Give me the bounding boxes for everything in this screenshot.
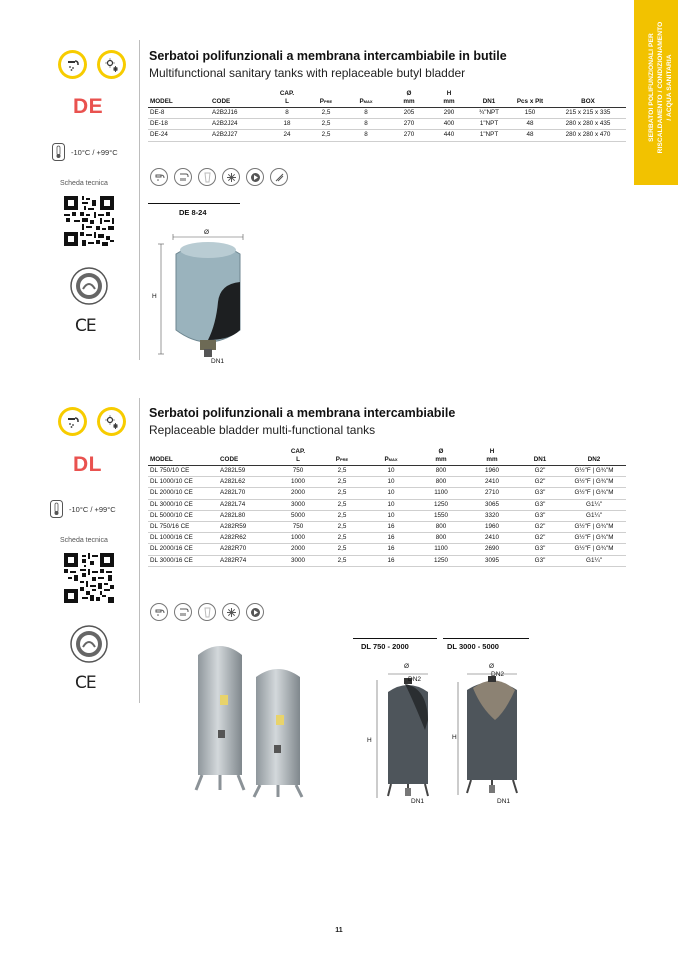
thermometer-icon bbox=[52, 143, 65, 161]
cell-ppre: 2,5 bbox=[318, 488, 366, 499]
table-row bbox=[148, 466, 626, 477]
dl-dim-dn1-1: DN1 bbox=[411, 798, 425, 805]
cell-dn1: ¾"NPT bbox=[468, 108, 510, 119]
category-side-tab-label: SERBATOI POLIFUNZIONALI PER RISCALDAMENTO / CONDIZIONAMENTO / ACQUA SANITARIA bbox=[648, 21, 673, 154]
qr-code-icon[interactable] bbox=[64, 553, 114, 603]
cell-cap: 2000 bbox=[278, 488, 318, 499]
cell-diameter: 1100 bbox=[416, 544, 466, 555]
cell-model: DL 1000/16 CE bbox=[148, 533, 218, 544]
table-row bbox=[148, 555, 626, 566]
cell-pmax: 8 bbox=[344, 119, 388, 130]
dl-drawing1-title: DL 750 - 2000 bbox=[361, 642, 409, 651]
cell-cap: 18 bbox=[266, 119, 308, 130]
col-diameter: Ø mm bbox=[388, 90, 430, 108]
pump-icon bbox=[246, 603, 264, 621]
cell-dn1: G2" bbox=[518, 522, 562, 533]
table-row bbox=[148, 533, 626, 544]
col-pmax: PMAX bbox=[366, 448, 416, 466]
cell-diameter: 800 bbox=[416, 477, 466, 488]
cell-dn2: G½"F | G¾"M bbox=[562, 522, 626, 533]
cell-model: DL 750/16 CE bbox=[148, 522, 218, 533]
cell-model: DE-24 bbox=[148, 130, 210, 141]
cell-model: DL 1000/10 CE bbox=[148, 477, 218, 488]
water-tap-icon bbox=[150, 603, 168, 621]
cell-model: DL 5000/10 CE bbox=[148, 510, 218, 521]
cell-diameter: 800 bbox=[416, 522, 466, 533]
cell-diameter: 1250 bbox=[416, 499, 466, 510]
section-title-it: Serbatoi polifunzionali a membrana intercambiabile bbox=[149, 406, 456, 420]
cell-height: 2410 bbox=[466, 533, 518, 544]
dl-dim-diameter-1: Ø bbox=[404, 663, 410, 670]
cell-cap: 5000 bbox=[278, 510, 318, 521]
col-dn2: DN2 bbox=[562, 448, 626, 466]
dl-drawing2-rule bbox=[443, 638, 529, 639]
de-dim-height: H bbox=[152, 293, 157, 300]
cell-code: A282L62 bbox=[218, 477, 278, 488]
page-number: 11 bbox=[335, 927, 343, 934]
cell-dn1: G3" bbox=[518, 499, 562, 510]
cell-dn2: G½"F | G¾"M bbox=[562, 544, 626, 555]
cell-dn1: G3" bbox=[518, 488, 562, 499]
cell-code: A282L74 bbox=[218, 499, 278, 510]
cell-height: 2710 bbox=[466, 488, 518, 499]
temperature-text: -10°C / +99°C bbox=[69, 504, 116, 514]
cell-diameter: 270 bbox=[388, 119, 430, 130]
de-feature-icons bbox=[150, 168, 288, 186]
table-header-row bbox=[148, 90, 626, 108]
cell-pmax: 10 bbox=[366, 488, 416, 499]
cell-dn1: G3" bbox=[518, 555, 562, 566]
temperature-range bbox=[52, 143, 118, 161]
cell-dn2: G½"F | G¾"M bbox=[562, 477, 626, 488]
cell-pmax: 16 bbox=[366, 555, 416, 566]
col-diameter: Ø mm bbox=[416, 448, 466, 466]
cell-code: A282L59 bbox=[218, 466, 278, 477]
qr-code-icon[interactable] bbox=[64, 196, 114, 246]
col-cap: CAP. L bbox=[266, 90, 308, 108]
cell-model: DE-18 bbox=[148, 119, 210, 130]
col-ppre: PPRE bbox=[308, 90, 344, 108]
datasheet-label: Scheda tecnica bbox=[60, 180, 108, 187]
cell-dn1: G2" bbox=[518, 533, 562, 544]
table-row bbox=[148, 477, 626, 488]
cell-pmax: 16 bbox=[366, 544, 416, 555]
cell-dn2: G½"F | G¾"M bbox=[562, 488, 626, 499]
cell-ppre: 2,5 bbox=[318, 510, 366, 521]
datasheet-label: Scheda tecnica bbox=[60, 537, 108, 544]
cell-cap: 2000 bbox=[278, 544, 318, 555]
section-title-en: Multifunctional sanitary tanks with replaceable butyl bladder bbox=[149, 66, 466, 80]
cell-ppre: 2,5 bbox=[308, 108, 344, 119]
cell-pmax: 8 bbox=[344, 130, 388, 141]
sanitary-water-icon bbox=[58, 50, 87, 79]
cell-box: 215 x 215 x 335 bbox=[550, 108, 626, 119]
col-pcs: Pcs x Plt bbox=[510, 90, 550, 108]
cell-model: DL 3000/16 CE bbox=[148, 555, 218, 566]
col-model: MODEL bbox=[148, 448, 218, 466]
cell-pmax: 10 bbox=[366, 477, 416, 488]
cell-cap: 750 bbox=[278, 522, 318, 533]
cell-pmax: 10 bbox=[366, 466, 416, 477]
cell-dn2: G½"F | G¾"M bbox=[562, 533, 626, 544]
cell-model: DL 750/10 CE bbox=[148, 466, 218, 477]
cell-height: 1960 bbox=[466, 466, 518, 477]
dl-spec-table bbox=[148, 448, 626, 567]
cell-model: DL 2000/16 CE bbox=[148, 544, 218, 555]
de-application-icons bbox=[58, 50, 126, 79]
cell-ppre: 2,5 bbox=[318, 555, 366, 566]
cell-box: 280 x 280 x 435 bbox=[550, 119, 626, 130]
cell-pmax: 10 bbox=[366, 510, 416, 521]
product-code-dl: DL bbox=[73, 453, 102, 476]
dl-dim-height-1: H bbox=[367, 737, 372, 744]
cell-code: A282R70 bbox=[218, 544, 278, 555]
de-drawing-rule bbox=[148, 203, 240, 204]
cell-dn2: G½"F | G¾"M bbox=[562, 466, 626, 477]
category-side-tab[interactable] bbox=[634, 0, 678, 185]
sun-snow-icon bbox=[97, 50, 126, 79]
cell-code: A282R74 bbox=[218, 555, 278, 566]
pump-icon bbox=[246, 168, 264, 186]
drinking-water-icon bbox=[198, 603, 216, 621]
cell-model: DL 3000/10 CE bbox=[148, 499, 218, 510]
heating-icon bbox=[174, 603, 192, 621]
cell-dn1: G3" bbox=[518, 510, 562, 521]
cell-height: 3065 bbox=[466, 499, 518, 510]
solar-icon bbox=[270, 168, 288, 186]
cell-code: A2B2J24 bbox=[210, 119, 266, 130]
thermometer-icon bbox=[50, 500, 63, 518]
col-dn1: DN1 bbox=[518, 448, 562, 466]
col-ppre: PPRE bbox=[318, 448, 366, 466]
col-pmax: PMAX bbox=[344, 90, 388, 108]
col-dn1: DN1 bbox=[468, 90, 510, 108]
section-title-en: Replaceable bladder multi-functional tanks bbox=[149, 423, 376, 437]
cell-diameter: 205 bbox=[388, 108, 430, 119]
drinking-water-icon bbox=[198, 168, 216, 186]
cell-pmax: 10 bbox=[366, 499, 416, 510]
dl-product-photo bbox=[190, 635, 350, 810]
col-height: H mm bbox=[430, 90, 468, 108]
table-row bbox=[148, 130, 626, 141]
cell-ppre: 2,5 bbox=[318, 544, 366, 555]
cell-cap: 3000 bbox=[278, 555, 318, 566]
cell-pcs: 48 bbox=[510, 130, 550, 141]
cell-box: 280 x 280 x 470 bbox=[550, 130, 626, 141]
cell-height: 290 bbox=[430, 108, 468, 119]
dl-dim-height-2: H bbox=[452, 734, 457, 741]
col-model: MODEL bbox=[148, 90, 210, 108]
section-title-it: Serbatoi polifunzionali a membrana intercambiabile in butile bbox=[149, 49, 507, 63]
dl-dim-dn2-2: DN2 bbox=[491, 671, 505, 678]
temperature-text: -10°C / +99°C bbox=[71, 147, 118, 157]
de-spec-table bbox=[148, 90, 626, 142]
dl-tank-drawings bbox=[355, 660, 535, 810]
cell-pcs: 150 bbox=[510, 108, 550, 119]
cell-dn2: G1¼" bbox=[562, 510, 626, 521]
dl-dim-dn1-2: DN1 bbox=[497, 798, 511, 805]
cell-cap: 3000 bbox=[278, 499, 318, 510]
dl-dim-dn2-1: DN2 bbox=[408, 676, 422, 683]
dl-drawing1-rule bbox=[353, 638, 437, 639]
cell-pcs: 48 bbox=[510, 119, 550, 130]
table-row bbox=[148, 510, 626, 521]
cell-dn1: G2" bbox=[518, 477, 562, 488]
cell-cap: 8 bbox=[266, 108, 308, 119]
table-row bbox=[148, 499, 626, 510]
cell-cap: 1000 bbox=[278, 533, 318, 544]
sun-snow-icon bbox=[97, 407, 126, 436]
cell-ppre: 2,5 bbox=[318, 499, 366, 510]
water-tap-icon bbox=[150, 168, 168, 186]
ce-mark: CE bbox=[75, 316, 96, 336]
cell-diameter: 270 bbox=[388, 130, 430, 141]
cell-diameter: 800 bbox=[416, 533, 466, 544]
product-code-de: DE bbox=[73, 95, 104, 118]
dl-feature-icons bbox=[150, 603, 264, 621]
cell-pmax: 8 bbox=[344, 108, 388, 119]
table-row bbox=[148, 522, 626, 533]
cell-height: 2410 bbox=[466, 477, 518, 488]
cell-ppre: 2,5 bbox=[318, 533, 366, 544]
cell-pmax: 16 bbox=[366, 533, 416, 544]
dl-application-icons bbox=[58, 407, 126, 436]
cell-cap: 24 bbox=[266, 130, 308, 141]
cell-code: A2B2J16 bbox=[210, 108, 266, 119]
temperature-range bbox=[50, 500, 116, 518]
cell-height: 3095 bbox=[466, 555, 518, 566]
col-box: BOX bbox=[550, 90, 626, 108]
cell-dn2: G1¼" bbox=[562, 555, 626, 566]
table-row bbox=[148, 544, 626, 555]
cell-cap: 750 bbox=[278, 466, 318, 477]
cell-height: 1960 bbox=[466, 522, 518, 533]
cell-cap: 1000 bbox=[278, 477, 318, 488]
cell-dn1: G3" bbox=[518, 544, 562, 555]
ce-mark: CE bbox=[75, 673, 96, 693]
dl-drawing2-title: DL 3000 - 5000 bbox=[447, 642, 499, 651]
col-cap: CAP. L bbox=[278, 448, 318, 466]
de-tank-drawing bbox=[148, 222, 258, 372]
de-dim-dn1: DN1 bbox=[211, 358, 225, 365]
cell-height: 2690 bbox=[466, 544, 518, 555]
col-height: H mm bbox=[466, 448, 518, 466]
dl-dim-diameter-2: Ø bbox=[489, 663, 495, 670]
col-code: CODE bbox=[218, 448, 278, 466]
heating-icon bbox=[174, 168, 192, 186]
cell-diameter: 1250 bbox=[416, 555, 466, 566]
cell-height: 440 bbox=[430, 130, 468, 141]
cell-ppre: 2,5 bbox=[308, 130, 344, 141]
cell-code: A282R59 bbox=[218, 522, 278, 533]
cell-ppre: 2,5 bbox=[318, 477, 366, 488]
cell-ppre: 2,5 bbox=[318, 522, 366, 533]
cell-diameter: 1550 bbox=[416, 510, 466, 521]
cell-dn2: G1¼" bbox=[562, 499, 626, 510]
cell-code: A2B2J27 bbox=[210, 130, 266, 141]
quality-seal-icon bbox=[70, 625, 108, 663]
section-divider bbox=[139, 398, 140, 703]
cell-height: 400 bbox=[430, 119, 468, 130]
cell-dn1: G2" bbox=[518, 466, 562, 477]
cell-code: A282L70 bbox=[218, 488, 278, 499]
table-row bbox=[148, 108, 626, 119]
de-dim-diameter: Ø bbox=[204, 229, 210, 236]
cell-ppre: 2,5 bbox=[308, 119, 344, 130]
cell-diameter: 800 bbox=[416, 466, 466, 477]
cell-height: 3320 bbox=[466, 510, 518, 521]
table-header-row bbox=[148, 448, 626, 466]
cell-ppre: 2,5 bbox=[318, 466, 366, 477]
de-drawing-title: DE 8-24 bbox=[179, 208, 207, 217]
cell-dn1: 1"NPT bbox=[468, 130, 510, 141]
cell-code: A282L80 bbox=[218, 510, 278, 521]
table-row bbox=[148, 119, 626, 130]
cell-pmax: 16 bbox=[366, 522, 416, 533]
table-row bbox=[148, 488, 626, 499]
cell-dn1: 1"NPT bbox=[468, 119, 510, 130]
section-divider bbox=[139, 40, 140, 360]
quality-seal-icon bbox=[70, 267, 108, 305]
cell-model: DL 2000/10 CE bbox=[148, 488, 218, 499]
cell-diameter: 1100 bbox=[416, 488, 466, 499]
cell-code: A282R62 bbox=[218, 533, 278, 544]
col-code: CODE bbox=[210, 90, 266, 108]
cell-model: DE-8 bbox=[148, 108, 210, 119]
sanitary-water-icon bbox=[58, 407, 87, 436]
snowflake-icon bbox=[222, 603, 240, 621]
snowflake-icon bbox=[222, 168, 240, 186]
